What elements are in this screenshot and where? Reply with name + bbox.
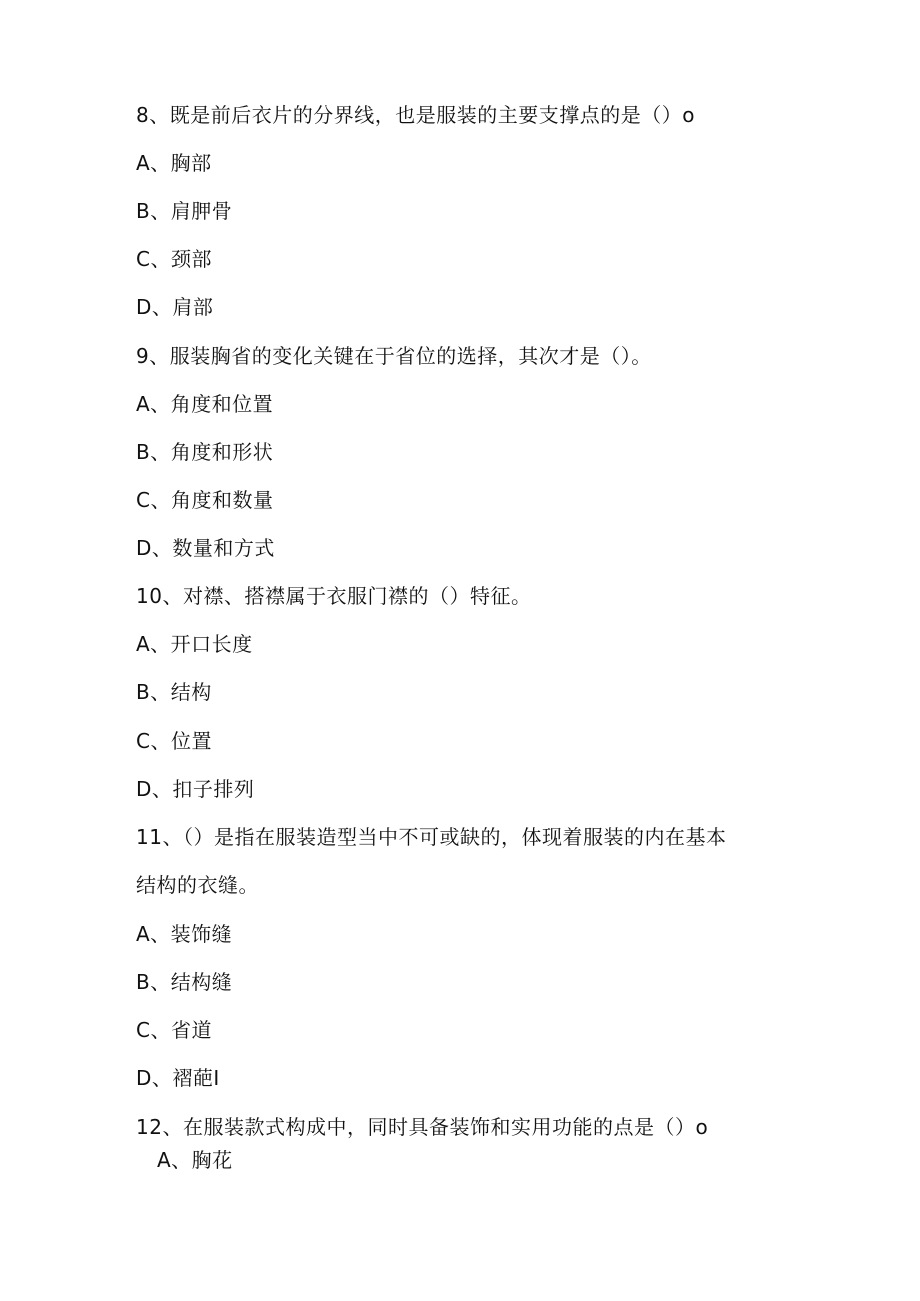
question-10-option-b: B、结构 bbox=[136, 680, 212, 704]
question-10-option-d: D、扣子排列 bbox=[136, 777, 255, 801]
question-9: 9、服装胸省的变化关键在于省位的选择，其次才是（）。 bbox=[136, 344, 652, 368]
question-11-option-b: B、结构缝 bbox=[136, 970, 233, 994]
question-8-option-d: D、肩部 bbox=[136, 295, 214, 319]
question-8-option-b: B、肩胛骨 bbox=[136, 199, 233, 223]
question-8-option-c: C、颈部 bbox=[136, 247, 212, 271]
question-10-option-c: C、位置 bbox=[136, 729, 212, 753]
question-9-option-c: C、角度和数量 bbox=[136, 488, 274, 512]
question-12-option-a: A、胸花 bbox=[157, 1148, 233, 1172]
question-11-option-d: D、褶葩I bbox=[136, 1066, 220, 1090]
question-11-option-c: C、省道 bbox=[136, 1018, 212, 1042]
question-8: 8、既是前后衣片的分界线，也是服装的主要支撑点的是（）o bbox=[136, 103, 695, 127]
question-8-option-a: A、胸部 bbox=[136, 151, 212, 175]
question-11-option-a: A、装饰缝 bbox=[136, 922, 233, 946]
question-11: 11、（）是指在服装造型当中不可或缺的，体现着服装的内在基本 bbox=[136, 825, 727, 849]
question-12: 12、在服装款式构成中，同时具备装饰和实用功能的点是（）o bbox=[136, 1115, 709, 1139]
question-9-option-d: D、数量和方式 bbox=[136, 536, 275, 560]
question-10-option-a: A、开口长度 bbox=[136, 632, 253, 656]
question-10: 10、对襟、搭襟属于衣服门襟的（）特征。 bbox=[136, 584, 532, 608]
question-11-continuation: 结构的衣缝。 bbox=[136, 873, 259, 897]
question-9-option-b: B、角度和形状 bbox=[136, 440, 274, 464]
question-9-option-a: A、角度和位置 bbox=[136, 392, 274, 416]
